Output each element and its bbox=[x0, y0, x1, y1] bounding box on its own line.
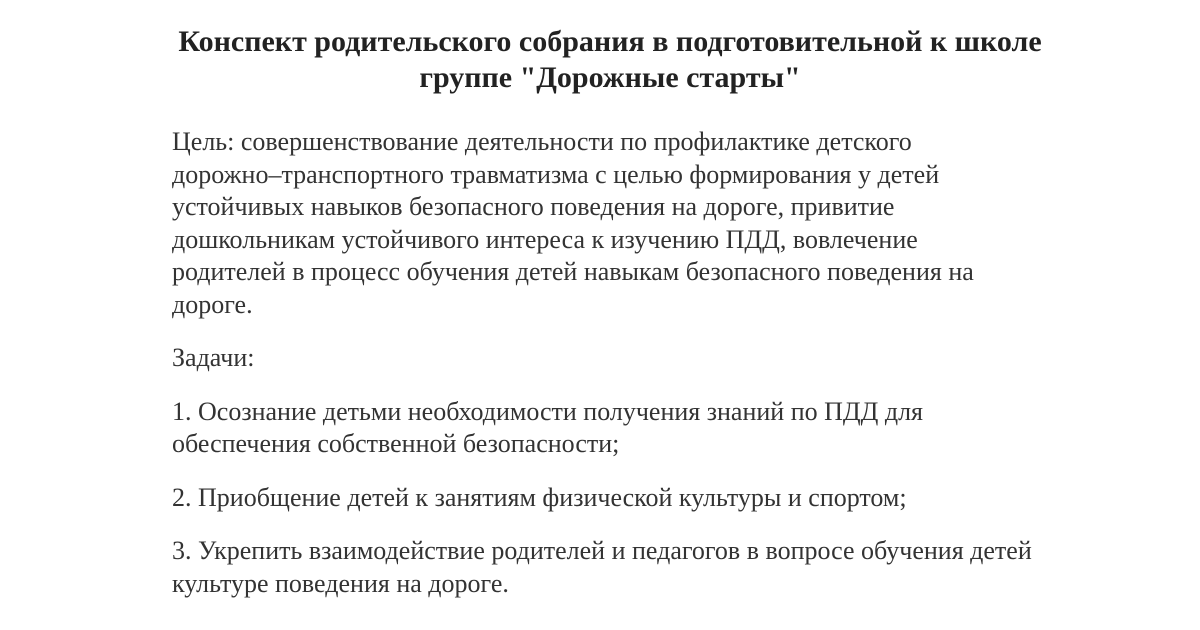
goal-line: дорожно–транспортного травматизма с целью формирования у детей bbox=[172, 159, 940, 189]
title-line: группе "Дорожные старты" bbox=[419, 61, 801, 94]
task-line: обеспечения собственной безопасности; bbox=[172, 429, 620, 458]
task-item-1 bbox=[172, 396, 1132, 461]
goal-line: дороге. bbox=[172, 289, 253, 319]
task-line: культуре поведения на дороге. bbox=[172, 568, 509, 598]
document-body bbox=[172, 126, 1132, 621]
tasks-heading bbox=[172, 342, 1132, 375]
task-line: 1. Осознание детьми необходимости получения знаний по ПДД для bbox=[172, 396, 924, 426]
tasks-heading-text: Задачи: bbox=[172, 343, 255, 372]
goal-line: дошкольникам устойчивого интереса к изучению ПДД, вовлечение bbox=[172, 224, 918, 254]
document-title bbox=[100, 24, 1120, 96]
task-line: 3. Укрепить взаимодействие родителей и педагогов в вопросе обучения детей bbox=[172, 536, 1032, 565]
goal-paragraph bbox=[172, 126, 1132, 321]
task-line: 2. Приобщение детей к занятиям физической культуры и спортом; bbox=[172, 482, 907, 512]
task-item-2 bbox=[172, 482, 1132, 515]
title-line: Конспект родительского собрания в подготовительной к школе bbox=[178, 25, 1042, 58]
goal-line: устойчивых навыков безопасного поведения на дороге, привитие bbox=[172, 192, 895, 221]
task-item-3 bbox=[172, 535, 1132, 600]
goal-line: родителей в процесс обучения детей навыкам безопасного поведения на bbox=[172, 257, 974, 286]
goal-line: Цель: совершенствование деятельности по профилактике детского bbox=[172, 127, 912, 156]
